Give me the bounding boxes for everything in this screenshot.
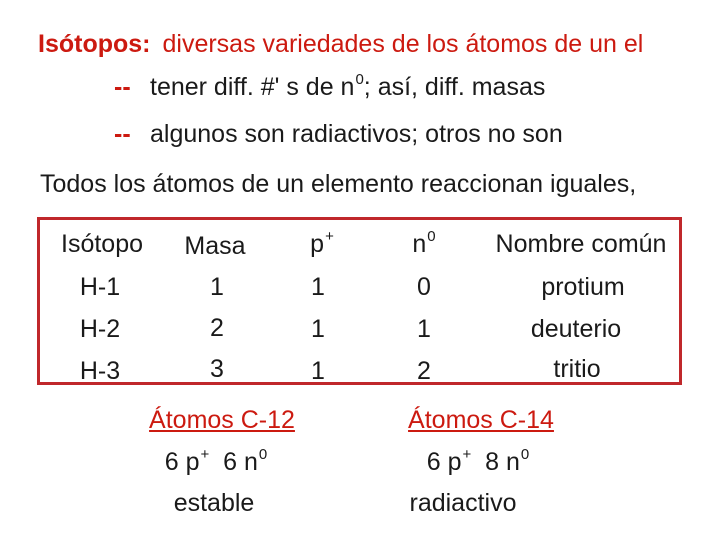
atom-c12-status: estable [173, 489, 255, 517]
bullet-superscript: 0 [355, 71, 364, 88]
cell-protons: 1 [311, 273, 325, 301]
cell-mass: 1 [210, 273, 224, 301]
header-protons [310, 230, 334, 259]
cell-isotope: H-2 [79, 315, 121, 343]
atom-c12-protons: 6 p [164, 448, 200, 476]
atom-c12-neutrons: 6 n [223, 448, 258, 476]
bullet-item [114, 120, 563, 149]
cell-common-name: protium [541, 273, 625, 301]
definition-line [38, 30, 643, 59]
atom-c14-protons-sup: + [462, 446, 472, 463]
cell-protons: 1 [311, 357, 325, 385]
bullet-dash: -- [114, 120, 131, 148]
cell-protons: 1 [311, 315, 325, 343]
header-neutrons-base: n [412, 230, 427, 258]
cell-common-name: deuterio [530, 315, 622, 343]
atom-c14-protons: 6 p [426, 448, 462, 476]
cell-isotope: H-3 [79, 357, 121, 385]
atom-c14-neutrons-sup: 0 [520, 446, 530, 463]
atom-c12-protons-sup: + [200, 446, 210, 463]
header-common-name: Nombre común [495, 230, 667, 258]
bullet-text: algunos son radiactivos; otros no son [150, 120, 563, 148]
atom-c12-title: Átomos C-12 [149, 406, 295, 434]
header-protons-sup: + [325, 228, 334, 245]
bullet-item [114, 73, 545, 102]
cell-mass: 2 [210, 314, 224, 342]
cell-neutrons: 1 [417, 315, 431, 343]
cell-neutrons: 2 [417, 357, 431, 385]
header-neutrons-sup: 0 [427, 228, 436, 245]
bullet-text: tener diff. #' s de n [150, 73, 355, 101]
intro-sentence: Todos los átomos de un elemento reaccionan iguales, [40, 170, 637, 198]
atom-c14-status: radiactivo [409, 489, 517, 517]
atom-c12-composition [165, 448, 268, 477]
cell-common-name: tritio [553, 355, 601, 383]
cell-neutrons: 0 [417, 273, 431, 301]
cell-mass: 3 [210, 355, 224, 383]
header-neutrons [412, 230, 435, 259]
bullet-text-after: ; así, diff. masas [363, 73, 546, 101]
atom-c12-neutrons-sup: 0 [258, 446, 268, 463]
header-mass: Masa [184, 232, 246, 260]
bullet-dash: -- [114, 73, 131, 101]
atom-c14-neutrons: 8 n [485, 448, 520, 476]
atom-c14-title: Átomos C-14 [408, 406, 554, 434]
term-definition: diversas variedades de los átomos de un el [162, 30, 644, 58]
cell-isotope: H-1 [79, 273, 121, 301]
header-isotope: Isótopo [60, 230, 144, 258]
term-label: Isótopos: [38, 30, 151, 58]
header-protons-base: p [310, 230, 325, 258]
atom-c14-composition [427, 448, 530, 477]
